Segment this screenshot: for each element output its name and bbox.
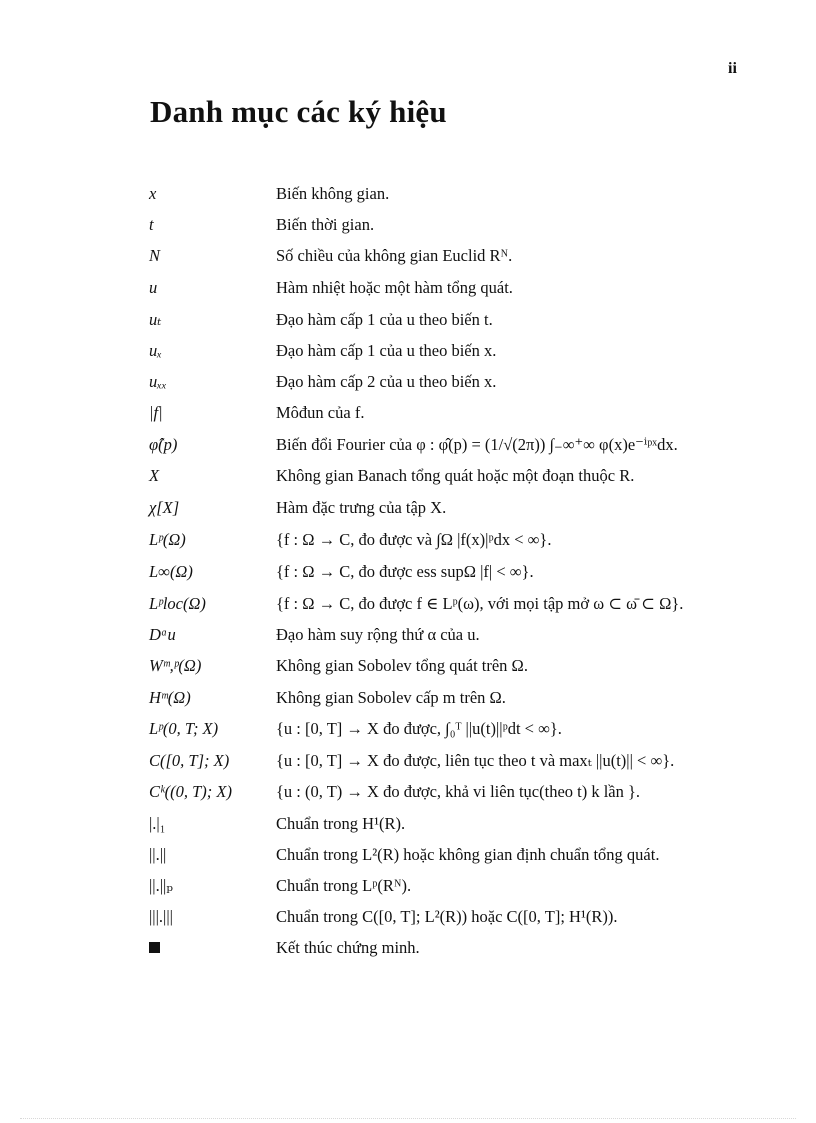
symbol-description: Không gian Banach tổng quát hoặc một đoạn thuộc R. — [276, 466, 635, 485]
symbol-row — [0, 623, 816, 647]
symbol-row — [0, 244, 816, 268]
symbol-description: {f : Ω → C, đo được ess supΩ |f| < ∞}. — [276, 562, 534, 581]
symbol-description: Không gian Sobolev tổng quát trên Ω. — [276, 656, 528, 675]
symbol: t — [149, 215, 154, 234]
symbol-row — [0, 905, 816, 929]
symbol-description: {u : [0, T] → X đo được, liên tục theo t và maxₜ ||u(t)|| < ∞}. — [276, 751, 675, 770]
symbol-row — [0, 717, 816, 741]
symbol-row — [0, 936, 816, 960]
symbol-description: Chuẩn trong Lᵖ(Rᴺ). — [276, 876, 412, 895]
symbol: u — [149, 278, 158, 297]
symbol-description: Đạo hàm cấp 1 của u theo biến t. — [276, 310, 493, 329]
qed-symbol-icon — [149, 936, 160, 960]
symbol-description: Đạo hàm cấp 2 của u theo biến x. — [276, 372, 497, 391]
symbol-row — [0, 464, 816, 488]
symbol-row — [0, 874, 816, 898]
symbol-row — [0, 843, 816, 867]
symbol-row — [0, 812, 816, 836]
symbol-row — [0, 339, 816, 363]
symbol-description: Không gian Sobolev cấp m trên Ω. — [276, 688, 506, 707]
symbol-description: Đạo hàm cấp 1 của u theo biến x. — [276, 341, 497, 360]
symbol: Wᵐ,ᵖ(Ω) — [149, 656, 202, 675]
symbol-row — [0, 686, 816, 710]
symbol-description: Biến không gian. — [276, 184, 390, 203]
symbol: L∞(Ω) — [149, 562, 193, 581]
symbol-row — [0, 749, 816, 773]
symbol-description: Đạo hàm suy rộng thứ α của u. — [276, 625, 480, 644]
symbol: uₓ — [149, 341, 162, 360]
symbol-description: Môđun của f. — [276, 403, 365, 422]
symbol-row — [0, 276, 816, 300]
symbol: ||.|| — [149, 845, 167, 864]
symbol-row — [0, 528, 816, 552]
symbol-description: Biến đổi Fourier của φ : φ̂(p) = (1/√(2π)) ∫₋∞⁺∞ φ(x)e⁻ⁱᵖˣdx. — [276, 435, 678, 454]
symbol: φ̂(p) — [149, 435, 178, 454]
page-bottom-divider — [20, 1118, 796, 1119]
symbol-row — [0, 496, 816, 520]
symbol-description: Hàm đặc trưng của tập X. — [276, 498, 447, 517]
symbol-description: {u : (0, T) → X đo được, khả vi liên tục(theo t) k lần }. — [276, 782, 641, 801]
symbol: uₓₓ — [149, 372, 167, 391]
symbol: Lᵖ(0, T; X) — [149, 719, 219, 738]
page-number: ii — [728, 60, 737, 77]
symbol-description: Chuẩn trong L²(R) hoặc không gian định chuẩn tổng quát. — [276, 845, 660, 864]
symbol-description: {f : Ω → C, đo được f ∈ Lᵖ(ω), với mọi tập mở ω ⊂ ω̄ ⊂ Ω}. — [276, 594, 684, 613]
symbol-row — [0, 213, 816, 237]
symbol: C([0, T]; X) — [149, 751, 230, 770]
symbol: Dᵅu — [149, 625, 176, 644]
symbol: |||.||| — [149, 907, 173, 926]
symbol: Cᵏ((0, T); X) — [149, 782, 232, 801]
symbol: Lᵖloc(Ω) — [149, 594, 206, 613]
symbol-description: {u : [0, T] → X đo được, ∫₀ᵀ ||u(t)||ᵖdt < ∞}. — [276, 719, 562, 738]
symbol: x — [149, 184, 157, 203]
symbol-row — [0, 654, 816, 678]
symbol: χ[X] — [149, 498, 180, 517]
symbol: |f| — [149, 403, 163, 422]
symbol-row — [0, 560, 816, 584]
symbol: N — [149, 246, 161, 265]
symbol-description: Chuẩn trong H¹(R). — [276, 814, 406, 833]
symbol-row — [0, 592, 816, 616]
page-title: Danh mục các ký hiệu — [150, 94, 447, 129]
symbol-description: Biến thời gian. — [276, 215, 375, 234]
symbol: X — [149, 466, 160, 485]
symbol: |.|₁ — [149, 814, 166, 833]
symbol-row — [0, 401, 816, 425]
symbol: ||.||ₚ — [149, 876, 173, 895]
symbol: Hᵐ(Ω) — [149, 688, 191, 707]
symbol-row — [0, 182, 816, 206]
symbol-description: Hàm nhiệt hoặc một hàm tổng quát. — [276, 278, 513, 297]
symbol-description: Chuẩn trong C([0, T]; L²(R)) hoặc C([0, T]; H¹(R)). — [276, 907, 618, 926]
symbol-row — [0, 308, 816, 332]
symbol: uₜ — [149, 310, 162, 329]
symbol: Lᵖ(Ω) — [149, 530, 186, 549]
symbol-row — [0, 433, 816, 457]
symbol-row — [0, 780, 816, 804]
symbol-description: Số chiều của không gian Euclid Rᴺ. — [276, 246, 513, 265]
symbol-description: {f : Ω → C, đo được và ∫Ω |f(x)|ᵖdx < ∞}. — [276, 530, 552, 549]
symbol-row — [0, 370, 816, 394]
symbol-description: Kết thúc chứng minh. — [276, 938, 420, 957]
